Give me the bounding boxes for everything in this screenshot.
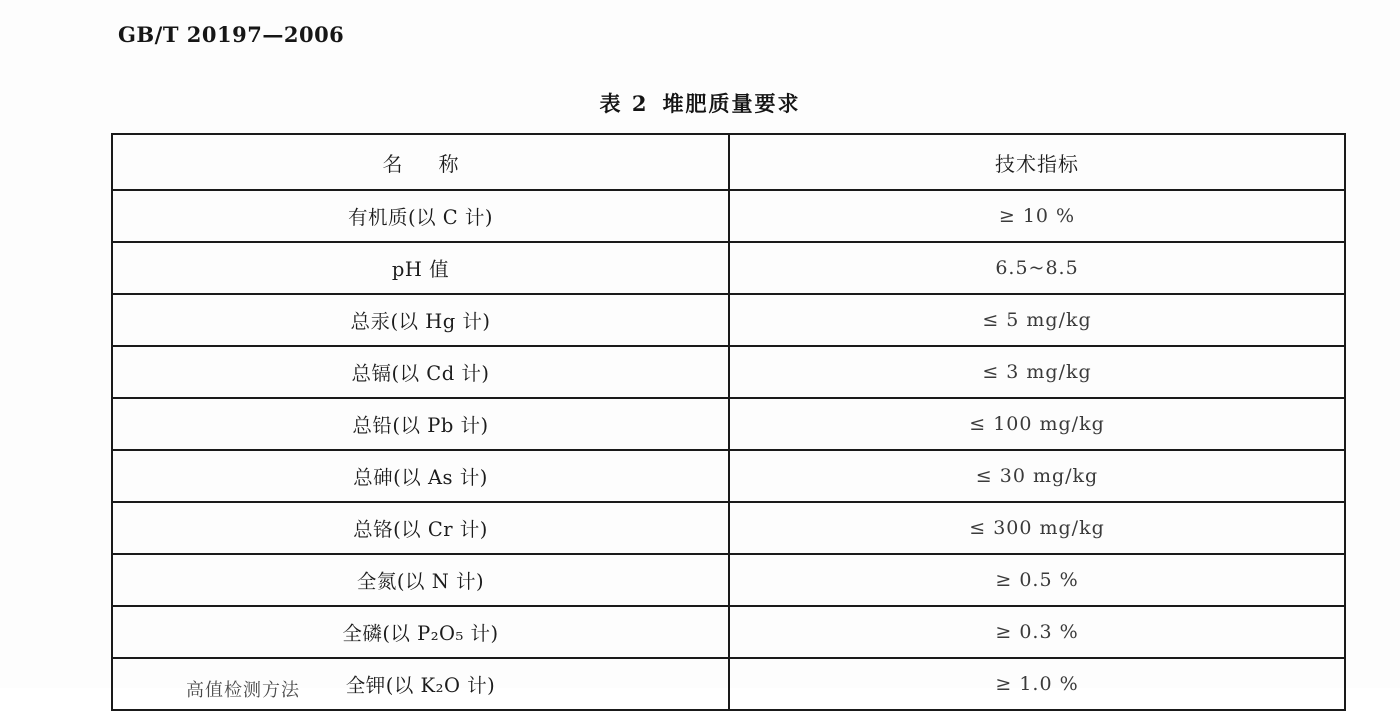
row-name: 全钾(以 K₂O 计) [112,658,729,710]
row-name: 全氮(以 N 计) [112,554,729,606]
row-value: ≤ 30 mg/kg [729,450,1345,502]
row-name: 全磷(以 P₂O₅ 计) [112,606,729,658]
row-value: ≤ 100 mg/kg [729,398,1345,450]
column-header-name [112,134,729,190]
table-row [112,398,1345,450]
table-caption-text: 堆肥质量要求 [662,91,801,116]
row-name: 总汞(以 Hg 计) [112,294,729,346]
column-header-name-char2: 称 [438,151,459,176]
table-row [112,450,1345,502]
column-header-spec: 技术指标 [729,134,1345,190]
row-value: 6.5~8.5 [729,242,1345,294]
row-value: ≤ 300 mg/kg [729,502,1345,554]
compost-quality-table [111,133,1346,711]
table-row [112,190,1345,242]
standard-code: GB/T 20197—2006 [118,22,345,47]
row-name: pH 值 [112,242,729,294]
row-value: ≤ 5 mg/kg [729,294,1345,346]
row-name: 总砷(以 As 计) [112,450,729,502]
footer-partial-line: 高值检测方法 [186,680,300,701]
row-value: ≤ 3 mg/kg [729,346,1345,398]
row-value: ≥ 0.5 % [729,554,1345,606]
row-name: 总铬(以 Cr 计) [112,502,729,554]
table-row [112,346,1345,398]
row-value: ≥ 10 % [729,190,1345,242]
row-name: 有机质(以 C 计) [112,190,729,242]
table-row [112,606,1345,658]
row-value: ≥ 0.3 % [729,606,1345,658]
table-row [112,502,1345,554]
table-row [112,294,1345,346]
table-caption [0,88,1400,118]
row-value: ≥ 1.0 % [729,658,1345,710]
row-name: 总铅(以 Pb 计) [112,398,729,450]
table-body [112,190,1345,710]
table-row [112,242,1345,294]
column-header-name-char1: 名 [382,151,403,176]
table-header-row [112,134,1345,190]
row-name: 总镉(以 Cd 计) [112,346,729,398]
table-row [112,554,1345,606]
table-caption-number: 表 2 [599,91,649,116]
